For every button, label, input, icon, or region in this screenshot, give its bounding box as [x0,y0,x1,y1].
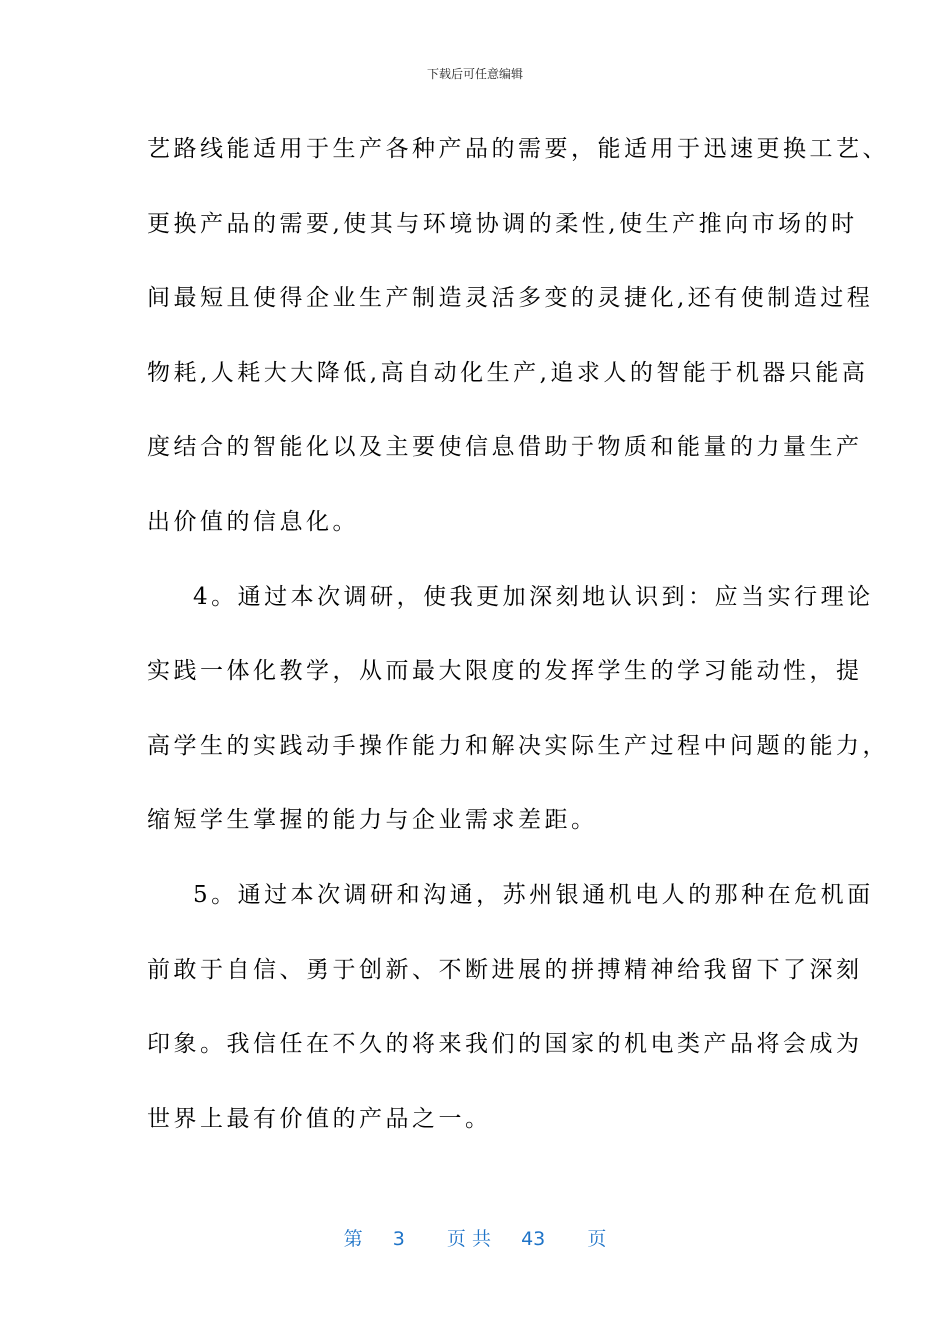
text-line: 4。通过本次调研，使我更加深刻地认识到：应当实行理论 [193,583,874,610]
text-line: 艺路线能适用于生产各种产品的需要，能适用于迅速更换工艺、 [147,136,889,162]
text-line: 间最短且使得企业生产制造灵活多变的灵捷化,还有使制造过程 [147,285,874,312]
page-footer [0,1226,950,1252]
text-line: 世界上最有价值的产品之一。 [147,1105,492,1132]
paragraph-2 [147,560,889,858]
total-pages-number: 43 [521,1228,546,1250]
header-note: 下载后可任意编辑 [426,67,523,81]
text-line: 缩短学生掌握的能力与企业需求差距。 [147,807,598,834]
text-line: 物耗,人耗大大降低,高自动化生产,追求人的智能于机器只能高 [147,359,869,386]
page-header [0,66,950,82]
text-line: 度结合的智能化以及主要使信息借助于物质和能量的力量生产 [147,434,863,461]
document-body [147,112,889,1156]
paragraph-3 [147,858,874,1156]
current-page-number: 3 [392,1228,405,1250]
paragraph-1 [147,112,889,560]
text-line: 前敢于自信、勇于创新、不断进展的拼搏精神给我留下了深刻 [147,956,863,983]
text-line: 高学生的实践动手操作能力和解决实际生产过程中问题的能力， [147,732,889,759]
text-line: 出价值的信息化。 [147,508,359,535]
text-line: 印象。我信任在不久的将来我们的国家的机电类产品将会成为 [147,1031,863,1058]
footer-prefix: 第 [343,1228,363,1250]
text-line: 实践一体化教学，从而最大限度的发挥学生的学习能动性，提 [147,658,863,685]
footer-suffix: 页 [587,1228,607,1250]
text-line: 5。通过本次调研和沟通，苏州银通机电人的那种在危机面 [193,881,874,908]
text-line: 更换产品的需要,使其与环境协调的柔性,使生产推向市场的时 [147,210,858,237]
footer-middle: 页 共 [446,1228,491,1250]
